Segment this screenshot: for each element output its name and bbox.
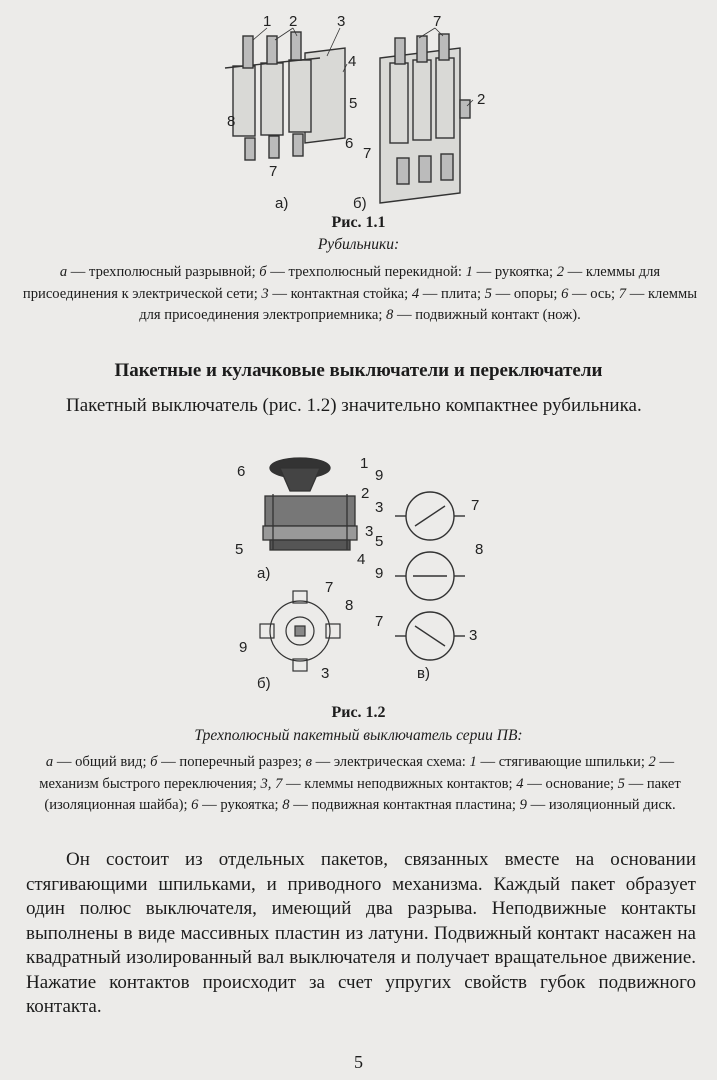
- callout-a-5: 5: [235, 541, 244, 558]
- figure-1-1-illustration: [205, 8, 505, 218]
- callout-a-1: 1: [360, 455, 369, 472]
- knife-switch-b-drawing: [380, 34, 470, 203]
- caption-segment: — трехполюсный разрывной;: [67, 264, 260, 280]
- figure-1-2-illustration: [225, 446, 505, 696]
- callout-a-2: 2: [361, 485, 370, 502]
- sublabel-b: б): [353, 195, 367, 212]
- callout-c-7-bottom: 7: [375, 613, 384, 630]
- caption-segment: 6: [191, 797, 199, 813]
- caption-segment: 3: [261, 285, 269, 302]
- sublabel-a: а): [257, 565, 271, 582]
- caption-segment: 5: [617, 775, 625, 792]
- callout-b-9: 9: [239, 639, 248, 656]
- caption-segment: — электрическая схема:: [311, 754, 470, 770]
- caption-segment: — контактная стойка;: [268, 285, 412, 302]
- caption-segment: — общий вид;: [53, 754, 151, 770]
- section-heading: Пакетные и кулачковые выключатели и переключатели: [114, 360, 603, 381]
- caption-segment: — ось;: [568, 285, 619, 302]
- callout-c-9-mid: 9: [375, 565, 384, 582]
- callout-2: 2: [289, 13, 298, 30]
- callout-b-8: 8: [345, 597, 354, 614]
- callout-b-7: 7: [325, 579, 334, 596]
- caption-segment: — пакет (изоляционная шайба);: [44, 775, 681, 813]
- caption-segment: — подвижная контактная пластина;: [289, 797, 520, 813]
- figure-1-1-subtitle: Рубильники:: [317, 236, 400, 253]
- callout-b-2: 2: [477, 91, 486, 108]
- callout-c-7-top: 7: [471, 497, 480, 514]
- caption-segment: б: [150, 754, 158, 770]
- caption-segment: — клеммы для присоединения электроприемника;: [139, 285, 698, 323]
- caption-segment: 2: [556, 264, 565, 280]
- caption-segment: а: [45, 754, 54, 770]
- caption-segment: — изоляционный диск.: [526, 797, 676, 813]
- packet-switch-cross-section: [260, 591, 340, 671]
- caption-segment: 5: [484, 285, 492, 302]
- packet-switch-general-view: [263, 458, 357, 550]
- caption-segment: — рукоятка;: [198, 797, 283, 813]
- callout-c-8: 8: [475, 541, 484, 558]
- caption-segment: 9: [519, 797, 527, 813]
- callout-a-4: 4: [357, 551, 366, 568]
- caption-segment: 1: [469, 754, 477, 770]
- caption-segment: 8: [386, 307, 394, 323]
- sublabel-b: б): [257, 675, 271, 692]
- body-paragraph: Он состоит из отдельных пакетов, связанных вместе на основании стягивающими шпильками, и приводного механизма. Каждый пакет образует один полюс выключателя, имеющий два разрыва. Неподвижные контакты выполнены в виде массивных пластин из латуни. Подвижный контакт насажен на квадратный изолированный вал выключателя и получает вращательное движение. Нажатие контактов происходит за счет упругих свойств губок подвижного контакта.: [26, 849, 696, 1017]
- sublabel-c: в): [417, 665, 430, 682]
- callout-b-7-top: 7: [433, 13, 442, 30]
- callout-3: 3: [337, 13, 346, 30]
- callout-c-9-top: 9: [375, 467, 384, 484]
- caption-segment: 3, 7: [260, 775, 283, 792]
- knife-switch-a-drawing: [225, 32, 345, 160]
- caption-segment: — подвижный контакт (нож).: [393, 307, 581, 323]
- callout-c-3-top: 3: [375, 499, 384, 516]
- caption-segment: — клеммы для присоединения к электрической сети;: [22, 264, 661, 302]
- caption-segment: б: [259, 264, 267, 280]
- page-number: 5: [354, 1052, 363, 1072]
- caption-segment: — опоры;: [491, 285, 562, 302]
- figure-1-1-title: Рис. 1.1: [331, 214, 386, 231]
- caption-segment: — трехполюсный перекидной:: [266, 264, 466, 280]
- callout-5: 5: [349, 95, 358, 112]
- figure-1-2-title: Рис. 1.2: [331, 704, 386, 721]
- callout-8: 8: [227, 113, 236, 130]
- caption-segment: — поперечный разрез;: [157, 754, 306, 770]
- callout-6: 6: [345, 135, 354, 152]
- callout-a-3: 3: [365, 523, 374, 540]
- caption-segment: — рукоятка;: [472, 264, 557, 280]
- figure-1-1-caption: [16, 262, 704, 327]
- callout-1: 1: [263, 13, 272, 30]
- callout-7: 7: [269, 163, 278, 180]
- caption-segment: 8: [282, 797, 290, 813]
- callout-c-5: 5: [375, 533, 384, 550]
- caption-segment: — основание;: [523, 775, 618, 792]
- figure-1-2-subtitle: Трехполюсный пакетный выключатель серии ПВ:: [194, 727, 523, 744]
- sublabel-a: а): [275, 195, 289, 212]
- callout-b-7-bottom: 7: [363, 145, 372, 162]
- caption-segment: 6: [561, 285, 569, 302]
- intro-paragraph: Пакетный выключатель (рис. 1.2) значительно компактнее рубильника.: [66, 395, 642, 416]
- caption-segment: 2: [648, 754, 656, 770]
- electrical-schematic: [395, 492, 465, 660]
- caption-segment: — механизм быстрого переключения;: [39, 754, 675, 792]
- caption-segment: 4: [516, 775, 524, 792]
- caption-segment: в: [305, 754, 312, 770]
- caption-segment: 4: [411, 285, 420, 302]
- callout-4: 4: [348, 53, 357, 70]
- caption-segment: — клеммы неподвижных контактов;: [282, 775, 517, 792]
- caption-segment: — стягивающие шпильки;: [476, 754, 649, 770]
- caption-segment: 7: [618, 285, 627, 302]
- caption-segment: 1: [465, 264, 473, 280]
- caption-segment: — плита;: [419, 285, 485, 302]
- figure-1-2-caption: [16, 752, 704, 817]
- callout-b-3: 3: [321, 665, 330, 682]
- caption-segment: а: [59, 264, 68, 280]
- callout-a-6: 6: [237, 463, 246, 480]
- callout-c-3-bottom: 3: [469, 627, 478, 644]
